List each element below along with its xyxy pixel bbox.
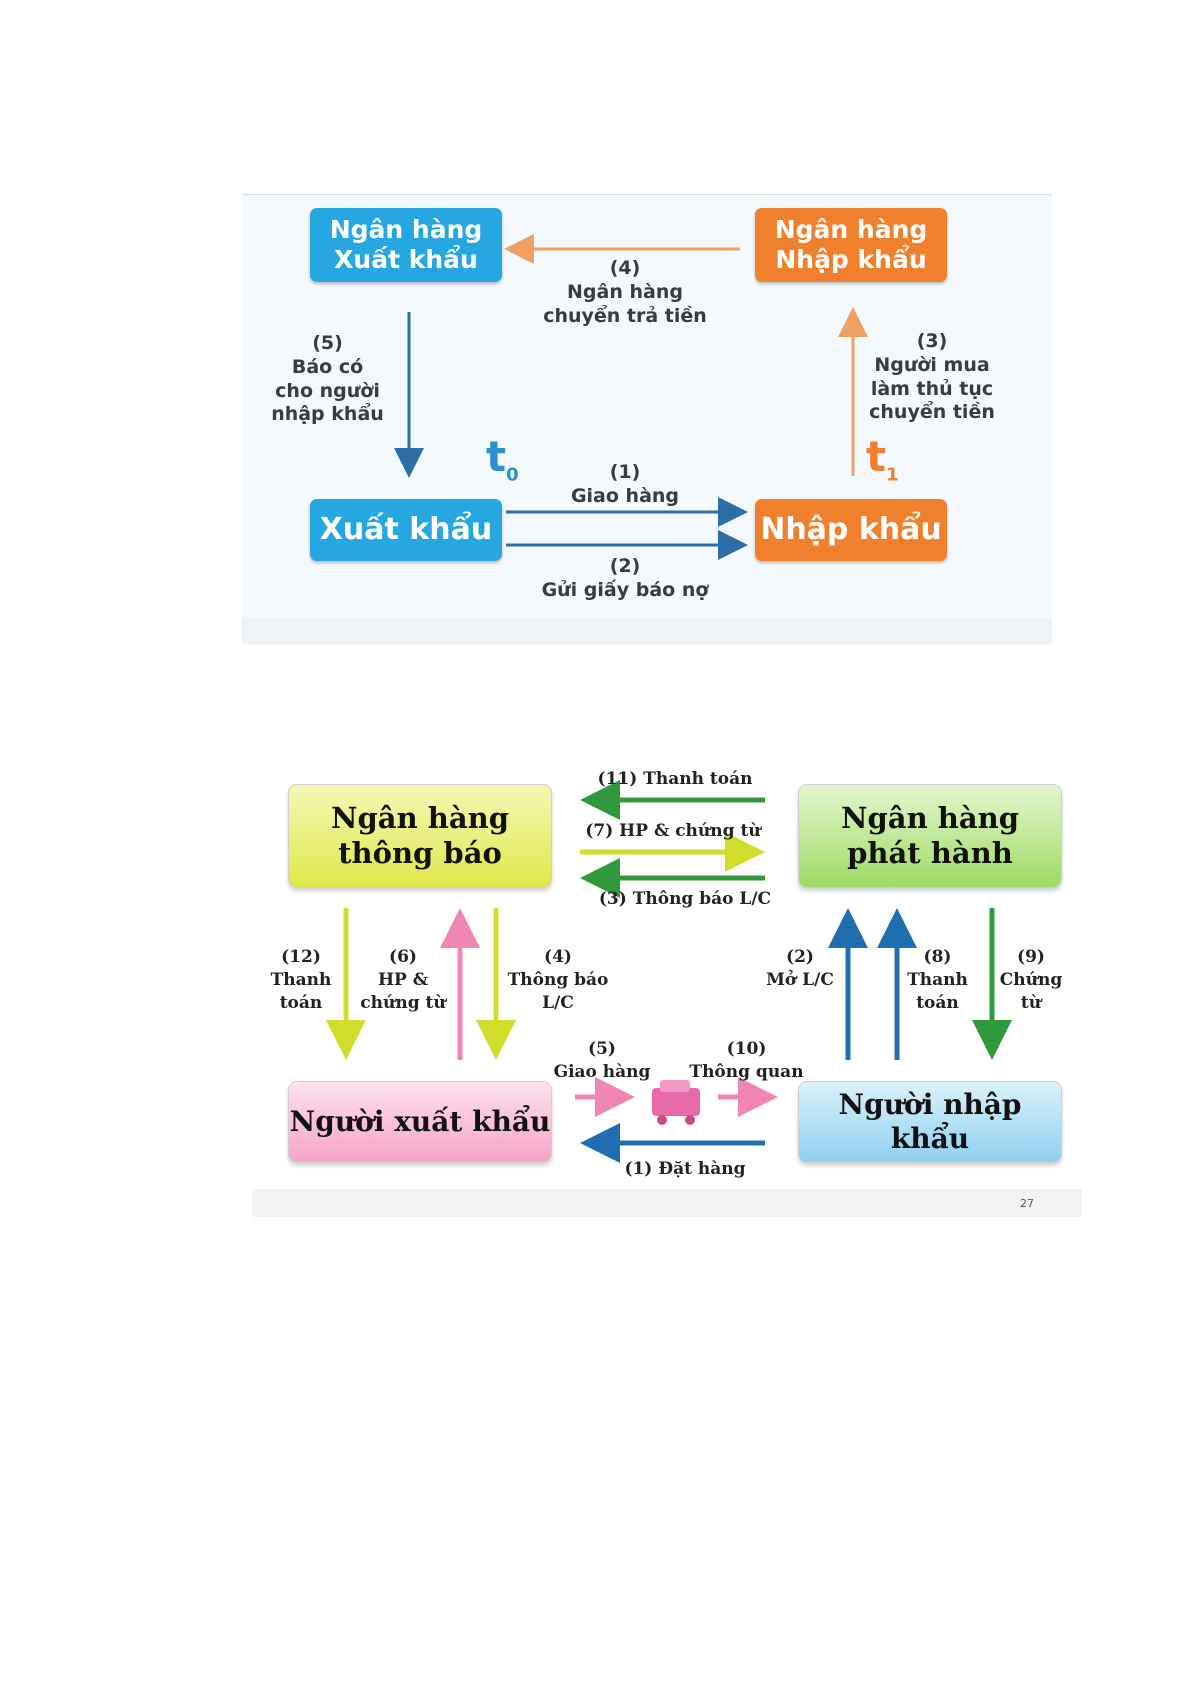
label2-step1: (1) Đặt hàng — [624, 1159, 746, 1179]
importer-box-2: Người nhập khẩu — [798, 1081, 1062, 1163]
importer-box: Nhập khẩu — [755, 499, 947, 561]
label2-step9: (9) Chứng từ — [999, 947, 1063, 1013]
exporter-box: Xuất khẩu — [310, 499, 502, 561]
label2-step11: (11) Thanh toán — [597, 769, 753, 789]
issuing-bank-box: Ngân hàng phát hành — [798, 784, 1062, 888]
bank-import-box: Ngân hàng Nhập khẩu — [755, 208, 947, 282]
label-step4: (4) Ngân hàng chuyển trả tiền — [543, 257, 707, 327]
time-mark-t1: $t_1$ — [866, 432, 899, 486]
label2-step5: (5) Giao hàng — [553, 1039, 651, 1082]
label2-step8: (8) Thanh toán — [907, 947, 968, 1013]
label-step1: (1) Giao hàng — [570, 461, 680, 507]
cargo-truck-icon — [652, 1080, 700, 1125]
bank-export-box: Ngân hàng Xuất khẩu — [310, 208, 502, 282]
label2-step7: (7) HP & chứng từ — [585, 821, 761, 841]
label2-step10: (10) Thông quan — [689, 1039, 804, 1082]
label2-step12: (12) Thanh toán — [270, 947, 332, 1013]
label2-step4: (4) Thông báo L/C — [507, 947, 609, 1013]
page-number: 27 — [1020, 1197, 1034, 1210]
label-step2: (2) Gửi giấy báo nợ — [541, 555, 709, 601]
exporter-box-2: Người xuất khẩu — [288, 1081, 552, 1163]
label-step3: (3) Người mua làm thủ tục chuyển tiền — [869, 330, 995, 424]
notify-bank-box: Ngân hàng thông báo — [288, 784, 552, 888]
label2-step2: (2) Mở L/C — [766, 947, 834, 990]
time-mark-t0: $t_0$ — [486, 432, 519, 486]
label2-step3: (3) Thông báo L/C — [598, 889, 772, 909]
label-step5: (5) Báo có cho người nhập khẩu — [271, 332, 384, 426]
label2-step6: (6) HP & chứng từ — [360, 947, 446, 1013]
